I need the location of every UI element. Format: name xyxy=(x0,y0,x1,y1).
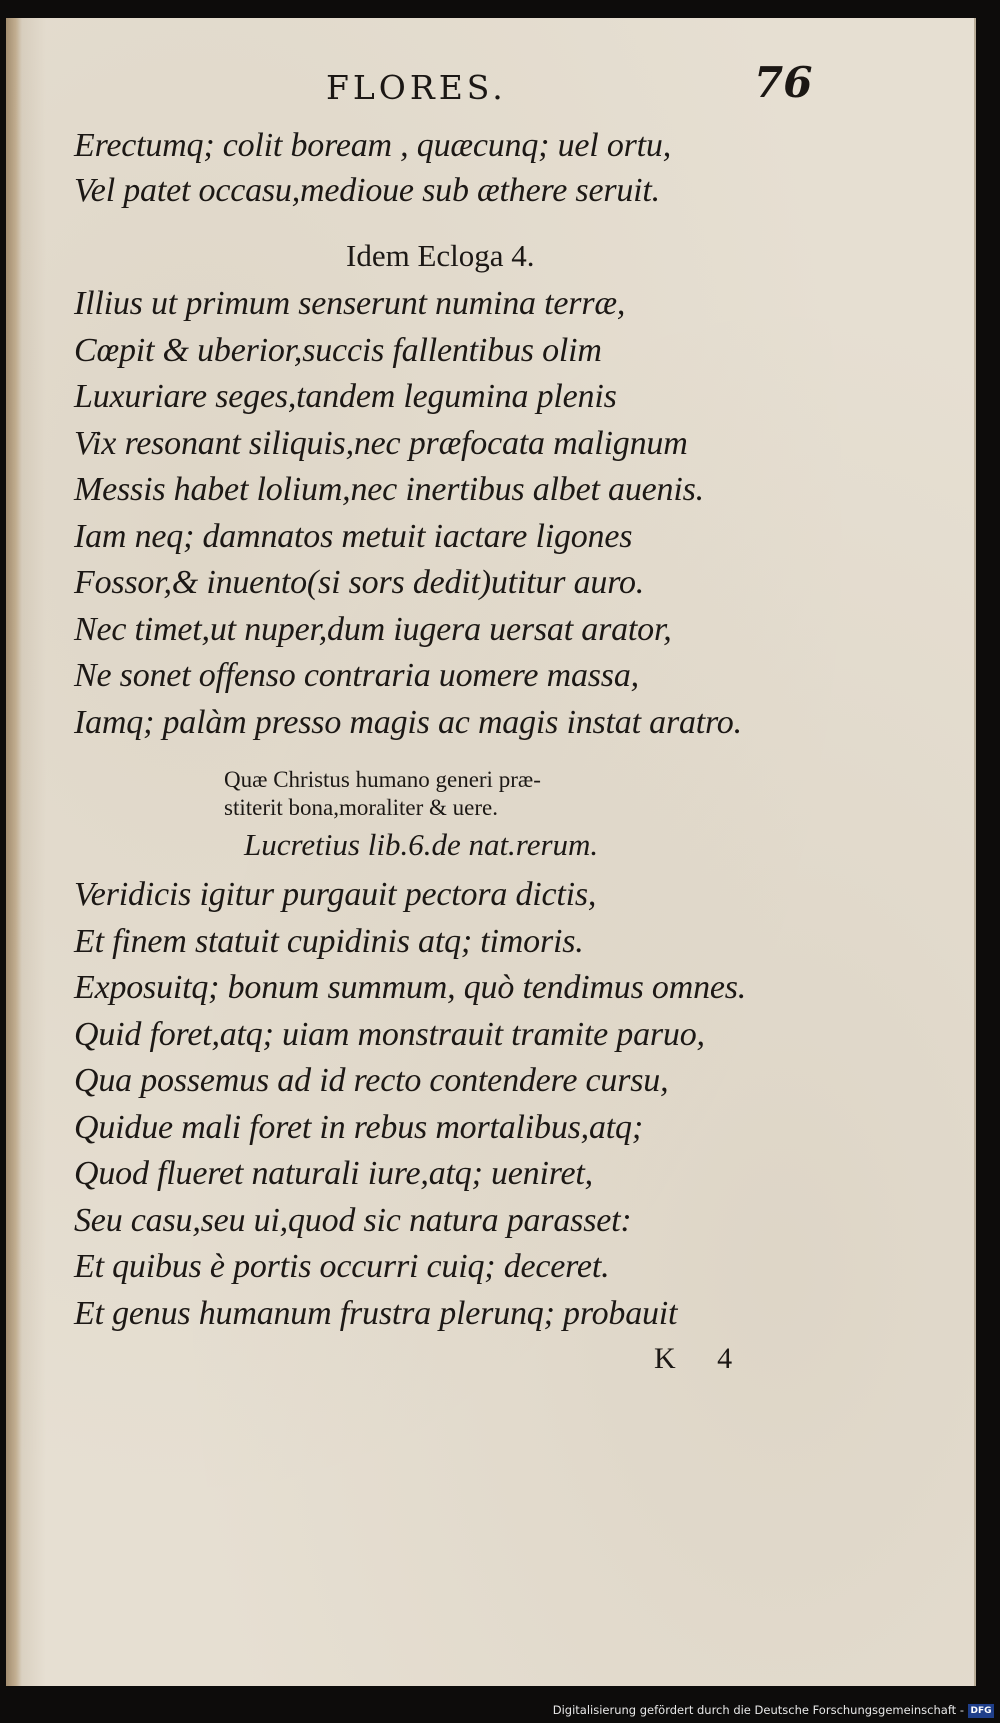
paper-leaf xyxy=(6,18,976,1686)
verse-line: Luxuriare seges,tandem legumina plenis xyxy=(74,378,617,415)
verse-line: Quid foret,atq; uiam monstrauit tramite paruo, xyxy=(74,1015,705,1053)
verse-line: Fossor,& inuento(si sors dedit)utitur auro. xyxy=(74,564,645,601)
text-block xyxy=(74,124,894,1337)
section-heading-idem: Idem Ecloga 4. xyxy=(346,238,535,273)
verse-line: Et finem statuit cupidinis atq; timoris. xyxy=(74,922,584,960)
verse-line: Cœpit & uberior,succis fallentibus olim xyxy=(74,331,602,369)
verse-line: Veridicis igitur purgauit pectora dictis, xyxy=(74,876,597,913)
heading-line: stiterit bona,moraliter & uere. xyxy=(224,795,498,820)
funding-note: Digitalisierung gefördert durch die Deutsche Forschungsgemeinschaft - xyxy=(552,1703,964,1717)
folio-number: 76 xyxy=(754,58,813,107)
verse-line: Quod flueret naturali iure,atq; ueniret, xyxy=(74,1155,593,1192)
page-header xyxy=(6,54,974,114)
section-heading-christus xyxy=(74,766,894,822)
dfg-logo-icon: DFG xyxy=(968,1704,994,1718)
verse-line: Vel patet occasu,medioue sub æthere seruit. xyxy=(74,171,660,209)
verse-line: Exposuitq; bonum summum, quò tendimus omnes. xyxy=(74,969,747,1006)
verse-line: Messis habet lolium,nec inertibus albet auenis. xyxy=(74,471,704,508)
funding-footer xyxy=(0,1701,1000,1723)
verse-line: Nec timet,ut nuper,dum iugera uersat arator, xyxy=(74,610,672,648)
verse-line: Et quibus è portis occurri cuiq; deceret. xyxy=(74,1248,610,1285)
binding-edge xyxy=(6,18,22,1686)
verse-line: Seu casu,seu ui,quod sic natura parasset: xyxy=(74,1201,632,1239)
verse-line: Erectumq; colit boream , quæcunq; uel ortu, xyxy=(74,127,671,164)
verse-line: Ne sonet offenso contraria uomere massa, xyxy=(74,657,639,694)
signature-mark: K 4 xyxy=(654,1342,733,1375)
verse-line: Qua possemus ad id recto contendere cursu, xyxy=(74,1062,669,1099)
verse-line: Illius ut primum senserunt numina terræ, xyxy=(74,285,626,322)
verse-line: Quidue mali foret in rebus mortalibus,atq; xyxy=(74,1108,643,1146)
heading-line: Quæ Christus humano generi præ- xyxy=(224,767,541,792)
verse-line: Vix resonant siliquis,nec præfocata malignum xyxy=(74,424,688,462)
section-heading-lucretius: Lucretius lib.6.de nat.rerum. xyxy=(244,827,599,862)
verse-line: Iamq; palàm presso magis ac magis instat aratro. xyxy=(74,703,742,741)
running-title: FLORES. xyxy=(326,68,507,107)
verse-line: Iam neq; damnatos metuit iactare ligones xyxy=(74,517,633,555)
verse-line: Et genus humanum frustra plerunq; probauit xyxy=(74,1294,678,1332)
